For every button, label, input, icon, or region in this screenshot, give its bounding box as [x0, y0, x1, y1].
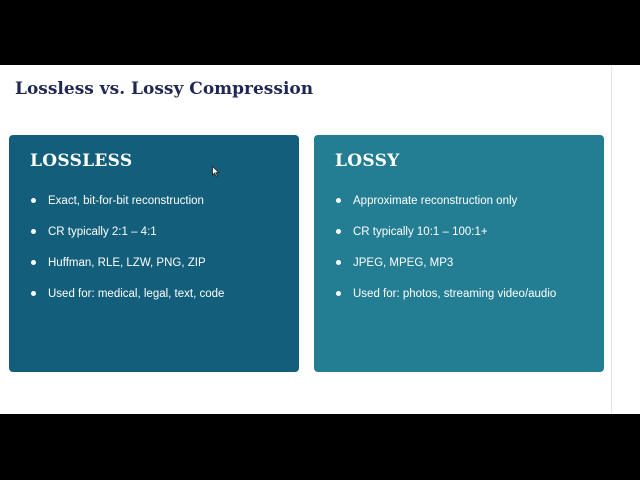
lossless-bullet-text: Exact, bit-for-bit reconstruction [48, 194, 204, 207]
slide-edge-divider [611, 65, 612, 414]
lossless-bullet-item [30, 216, 283, 247]
bullet-dot-icon [336, 198, 341, 203]
lossy-bullet-list [335, 185, 588, 309]
bullet-dot-icon [336, 229, 341, 234]
lossy-bullet-text: CR typically 10:1 – 100:1+ [353, 225, 488, 238]
bullet-dot-icon [31, 198, 36, 203]
lossy-bullet-text: JPEG, MPEG, MP3 [353, 256, 454, 269]
lossy-card [314, 135, 604, 372]
lossless-bullet-text: Huffman, RLE, LZW, PNG, ZIP [48, 256, 206, 269]
bullet-dot-icon [31, 291, 36, 296]
bullet-dot-icon [336, 291, 341, 296]
lossless-bullet-item [30, 278, 283, 309]
lossless-bullet-item [30, 185, 283, 216]
lossless-card [9, 135, 299, 372]
lossless-bullet-item [30, 247, 283, 278]
bullet-dot-icon [31, 229, 36, 234]
lossy-bullet-item [335, 216, 588, 247]
slide-title: Lossless vs. Lossy Compression [15, 79, 314, 99]
lossy-heading: LOSSY [335, 151, 400, 171]
bullet-dot-icon [336, 260, 341, 265]
lossless-bullet-text: CR typically 2:1 – 4:1 [48, 225, 157, 238]
lossy-bullet-item [335, 247, 588, 278]
lossless-heading: LOSSLESS [30, 151, 133, 171]
lossy-bullet-item [335, 185, 588, 216]
lossy-bullet-text: Approximate reconstruction only [353, 194, 518, 207]
presentation-slide [0, 65, 640, 414]
bullet-dot-icon [31, 260, 36, 265]
lossy-bullet-text: Used for: photos, streaming video/audio [353, 287, 557, 300]
lossless-bullet-text: Used for: medical, legal, text, code [48, 287, 225, 300]
lossless-bullet-list [30, 185, 283, 309]
lossy-bullet-item [335, 278, 588, 309]
